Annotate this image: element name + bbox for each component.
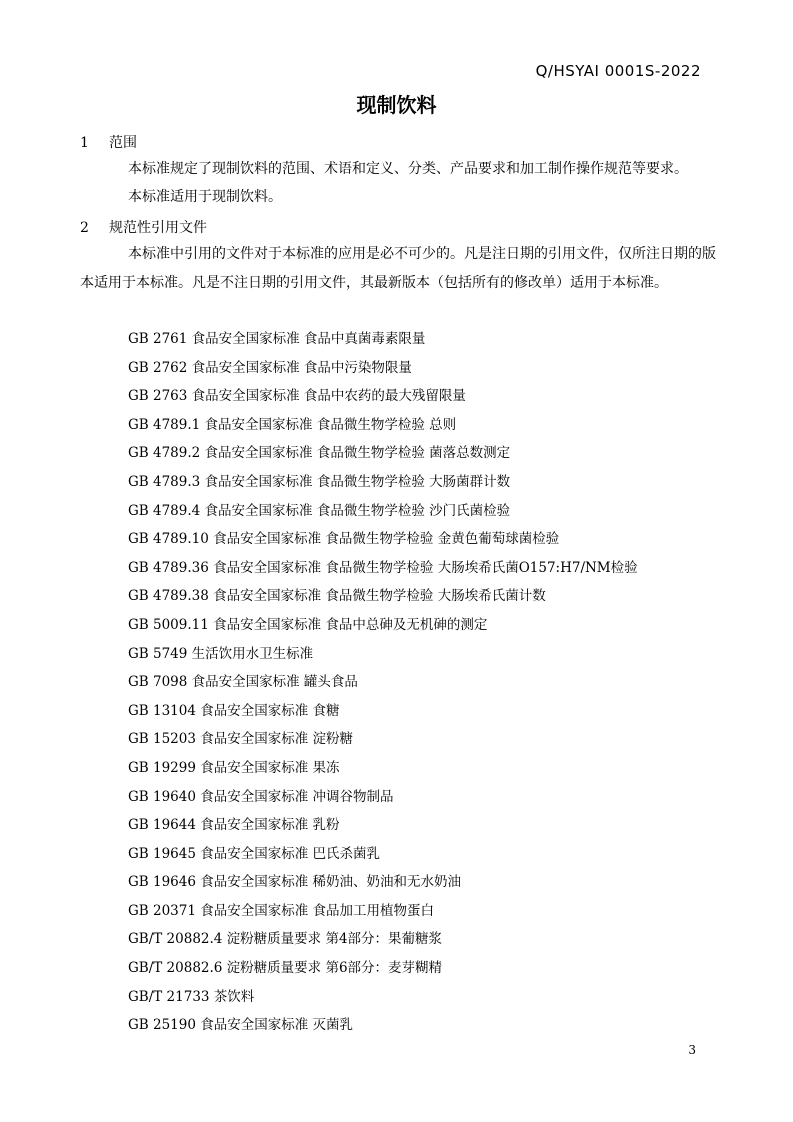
reference-item: GB 4789.1 食品安全国家标准 食品微生物学检验 总则	[128, 416, 457, 433]
scope-paragraph-1: 本标准规定了现制饮料的范围、术语和定义、分类、产品要求和加工制作操作规范等要求。	[128, 161, 688, 177]
reference-item: GB 5749 生活饮用水卫生标准	[128, 645, 314, 662]
reference-item: GB 5009.11 食品安全国家标准 食品中总砷及无机砷的测定	[128, 616, 488, 633]
reference-item: GB 4789.36 食品安全国家标准 食品微生物学检验 大肠埃希氏菌O157:H7/NM检验	[128, 559, 638, 576]
reference-item: GB 4789.38 食品安全国家标准 食品微生物学检验 大肠埃希氏菌计数	[128, 588, 546, 605]
reference-item: GB 13104 食品安全国家标准 食糖	[128, 702, 340, 719]
reference-item: GB 4789.10 食品安全国家标准 食品微生物学检验 金黄色葡萄球菌检验	[128, 531, 560, 548]
section-1-heading	[80, 132, 137, 152]
section-title: 范围	[109, 135, 137, 151]
reference-item: GB 19640 食品安全国家标准 冲调谷物制品	[128, 788, 394, 805]
reference-item: GB 4789.4 食品安全国家标准 食品微生物学检验 沙门氏菌检验	[128, 502, 511, 519]
reference-item: GB 7098 食品安全国家标准 罐头食品	[128, 674, 358, 691]
reference-item: GB/T 20882.6 淀粉糖质量要求 第6部分：麦芽糊精	[128, 960, 443, 977]
references-intro-paragraph: 本标准中引用的文件对于本标准的应用是必不可少的。凡是注日期的引用文件，仅所注日期的版本适用于本标准。凡是不注日期的引用文件，其最新版本（包括所有的修改单）适用于本标准。	[80, 246, 716, 291]
reference-item: GB 4789.3 食品安全国家标准 食品微生物学检验 大肠菌群计数	[128, 473, 511, 490]
reference-item: GB 15203 食品安全国家标准 淀粉糖	[128, 731, 354, 748]
section-title: 规范性引用文件	[109, 220, 207, 236]
section-number: 1	[80, 135, 89, 151]
reference-item: GB 20371 食品安全国家标准 食品加工用植物蛋白	[128, 902, 435, 919]
reference-item: GB 19644 食品安全国家标准 乳粉	[128, 817, 340, 834]
reference-list	[128, 325, 638, 1040]
section-number: 2	[80, 220, 89, 236]
reference-item: GB 2762 食品安全国家标准 食品中污染物限量	[128, 359, 412, 376]
page-number: 3	[688, 1043, 696, 1057]
reference-item: GB 2763 食品安全国家标准 食品中农药的最大残留限量	[128, 388, 466, 405]
reference-item: GB/T 20882.4 淀粉糖质量要求 第4部分：果葡糖浆	[128, 931, 443, 948]
document-number: Q/HSYAI 0001S-2022	[535, 62, 701, 80]
reference-item: GB 19645 食品安全国家标准 巴氏杀菌乳	[128, 845, 381, 862]
scope-paragraph-2: 本标准适用于现制饮料。	[128, 189, 282, 205]
section-2-heading	[80, 217, 207, 237]
reference-item: GB 4789.2 食品安全国家标准 食品微生物学检验 菌落总数测定	[128, 445, 511, 462]
reference-item: GB 19299 食品安全国家标准 果冻	[128, 759, 340, 776]
reference-item: GB 19646 食品安全国家标准 稀奶油、奶油和无水奶油	[128, 874, 462, 891]
reference-item: GB 25190 食品安全国家标准 灭菌乳	[128, 1017, 354, 1034]
reference-item: GB/T 21733 茶饮料	[128, 988, 255, 1005]
reference-item: GB 2761 食品安全国家标准 食品中真菌毒素限量	[128, 331, 426, 347]
document-title: 现制饮料	[356, 93, 437, 117]
